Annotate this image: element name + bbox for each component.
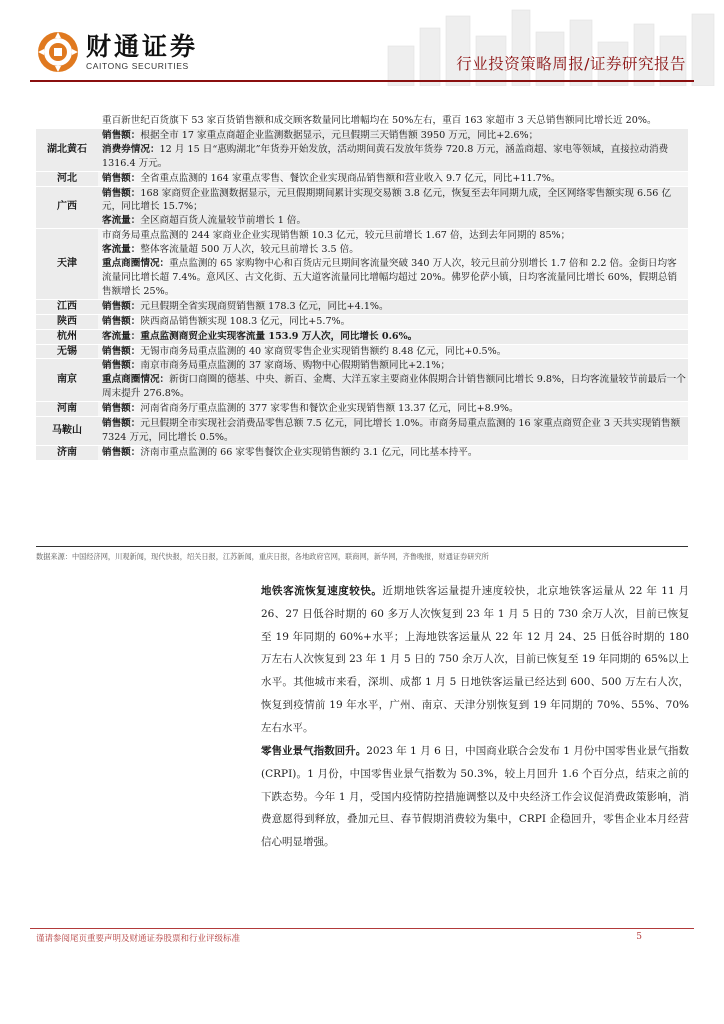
detail-text: 12 月 15 日“惠购湖北”年货券开始发放，活动期间黄石发放年货券 720.8 万元，涵盖商超、家电等领域，直接拉动消费 1316.4 万元。 — [102, 143, 669, 169]
paragraph-retail-index — [261, 740, 689, 854]
region-name: 南京 — [36, 359, 98, 402]
detail-label: 销售额： — [102, 129, 141, 141]
region-details — [98, 114, 688, 128]
table-bottom-rule — [36, 546, 688, 547]
detail-text: 元旦假期全市实现社会消费品零售总额 7.5 亿元，同比增长 1.0%。市商务局重点监测的 16 家重点商贸企业 3 天共实现销售额 7324 万元，同比增长 0.5%。 — [102, 418, 681, 443]
region-name — [36, 114, 98, 128]
detail-text: 重点监测商贸企业实现客流量 153.9 万人次，同比增长 0.6%。 — [140, 330, 418, 342]
logo-english-name: CAITONG SECURITIES — [86, 61, 189, 71]
region-details — [98, 128, 688, 171]
detail-line — [102, 330, 686, 344]
table-row — [36, 128, 688, 171]
region-name: 江西 — [36, 299, 98, 314]
detail-text: 无锡市商务局重点监测的 40 家商贸零售企业实现销售额约 8.48 亿元，同比+0.5%。 — [140, 345, 507, 357]
detail-text: 河南省商务厅重点监测的 377 家零售和餐饮企业实现销售额 13.37 亿元，同比+8.9%。 — [140, 403, 519, 415]
detail-line — [102, 172, 686, 186]
detail-text: 整体客流量超 500 万人次，较元旦前增长 3.5 倍。 — [140, 244, 359, 256]
table-row — [36, 417, 688, 446]
detail-label: 销售额： — [102, 360, 141, 372]
city-skyline-decoration — [380, 6, 724, 86]
table-row — [36, 445, 688, 460]
detail-text: 新街口商圈的德基、中央、新百、金鹰、大洋五家主要商业体假期合计销售额同比增长 9.8%，日均客流量较节前最后一个周末提升 276.8%。 — [102, 374, 686, 400]
detail-line — [102, 143, 686, 171]
region-name: 无锡 — [36, 344, 98, 359]
logo-chinese-name: 财通证券 — [86, 32, 199, 61]
detail-line — [102, 402, 686, 416]
page-number: 5 — [636, 932, 642, 942]
header-divider — [30, 80, 694, 82]
table-row — [36, 344, 688, 359]
detail-line — [102, 345, 686, 359]
detail-text: 重百新世纪百货旗下 53 家百货销售额和成交顾客数量同比增幅均在 50%左右，重百 163 家超市 3 天总销售额同比增长近 20%。 — [102, 115, 657, 126]
detail-label: 销售额： — [102, 418, 141, 430]
table-row — [36, 402, 688, 417]
detail-line — [102, 187, 686, 215]
detail-line — [102, 373, 686, 401]
table-row — [36, 229, 688, 300]
disclaimer-link[interactable]: 谨请参阅尾页重要声明及财通证券股票和行业评级标准 — [36, 934, 241, 944]
report-type-title: 行业投资策略周报/证券研究报告 — [456, 55, 686, 73]
detail-line — [102, 446, 686, 460]
detail-text: 168 家商贸企业监测数据显示，元旦假期期间累计实现交易额 3.8 亿元，恢复至去年同期九成，全区网络零售额实现 6.56 亿元，同比增长 15.7%； — [102, 187, 672, 213]
table-row — [36, 171, 688, 186]
regional-consumption-table — [36, 114, 688, 461]
detail-label: 消费券情况： — [102, 143, 160, 155]
table-row — [36, 186, 688, 229]
company-logo — [36, 30, 198, 74]
detail-line — [102, 129, 686, 143]
region-details — [98, 299, 688, 314]
detail-label: 销售额： — [102, 315, 141, 327]
detail-label: 客流量： — [102, 215, 141, 227]
detail-line — [102, 257, 686, 299]
detail-text: 市商务局重点监测的 244 家商业企业实现销售额 10.3 亿元，较元旦前增长 1.67 倍，达到去年同期的 85%； — [102, 230, 571, 242]
detail-text: 济南市重点监测的 66 家零售餐饮企业实现销售额约 3.1 亿元，同比基本持平。 — [140, 446, 478, 458]
region-name: 湖北黄石 — [36, 128, 98, 171]
region-name: 陕西 — [36, 314, 98, 329]
region-details — [98, 186, 688, 229]
region-name: 杭州 — [36, 329, 98, 344]
region-name: 河北 — [36, 171, 98, 186]
detail-line — [102, 300, 686, 314]
region-name: 天津 — [36, 229, 98, 300]
region-name: 河南 — [36, 402, 98, 417]
detail-text: 南京市商务局重点监测的 37 家商场、购物中心假期销售额同比+2.1%； — [140, 360, 451, 372]
detail-line — [102, 243, 686, 257]
detail-text: 根据全市 17 家重点商超企业监测数据显示，元旦假期三天销售额 3950 万元，同比+2.6%； — [140, 129, 539, 141]
data-source-note: 数据来源：中国经济网，川观新闻，现代快报，绍关日报，江苏新闻，重庆日报，各地政府官网，联商网，新华网，齐鲁晚报，财通证券研究所 — [36, 552, 489, 561]
region-name: 广西 — [36, 186, 98, 229]
detail-label: 重点商圈情况： — [102, 374, 170, 386]
detail-line — [102, 359, 686, 373]
detail-text: 全省重点监测的 164 家重点零售、餐饮企业实现商品销售额和营业收入 9.7 亿元，同比+11.7%。 — [140, 172, 561, 184]
region-details — [98, 417, 688, 446]
detail-line — [102, 417, 686, 445]
paragraph-lead: 零售业景气指数回升。 — [261, 745, 367, 757]
table-row — [36, 299, 688, 314]
page-header — [0, 0, 724, 90]
detail-label: 销售额： — [102, 187, 141, 199]
paragraph-text: 2023 年 1 月 6 日，中国商业联合会发布 1 月份中国零售业景气指数(CRPI)。1 月份，中国零售业景气指数为 50.3%，较上月回升 1.6 个百分点，结束之前的下跌态势。今年 1 月，受国内疫情防控措施调整以及中央经济工作会议促消费政策影响，消费意愿得到释放，叠加元旦、春节假期消费较为集中，CRPI 企稳回升，零售企业本月经营信心明显增强。 — [261, 745, 689, 849]
detail-label: 销售额： — [102, 172, 141, 184]
region-details — [98, 445, 688, 460]
detail-line — [102, 315, 686, 329]
table-row — [36, 329, 688, 344]
region-details — [98, 344, 688, 359]
region-name: 马鞍山 — [36, 417, 98, 446]
caitong-logo-icon — [36, 30, 80, 74]
paragraph-lead: 地铁客流恢复速度较快。 — [261, 585, 383, 597]
region-details — [98, 229, 688, 300]
region-details — [98, 359, 688, 402]
region-details — [98, 314, 688, 329]
detail-text: 陕西商品销售额实现 108.3 亿元，同比+5.7%。 — [140, 315, 351, 327]
detail-line — [102, 214, 686, 228]
region-details — [98, 329, 688, 344]
detail-label: 销售额： — [102, 300, 141, 312]
detail-label: 销售额： — [102, 446, 141, 458]
paragraph-text: 近期地铁客运量提升速度较快，北京地铁客运量从 22 年 11 月 26、27 日低谷时期的 60 多万人次恢复到 23 年 1 月 5 日的 730 余万人次，目前已恢复至 19 年同期的 60%+水平；上海地铁客运量从 22 年 12 月 24、25 日低谷时期的 180 万左右人次恢复到 23 年 1 月 5 日的 750 余万人次，目前已恢复至 19 年同期的 65%以上水平。其他城市来看，深圳、成都 1 月 5 日地铁客运量已经达到 600、500 万左右人次，恢复到疫情前 19 年水平，广州、南京、天津分别恢复到 19 年同期的 70%、55%、70%左右水平。 — [261, 585, 690, 734]
region-details — [98, 171, 688, 186]
region-name: 济南 — [36, 445, 98, 460]
detail-text: 元旦假期全省实现商贸销售额 178.3 亿元，同比+4.1%。 — [140, 300, 389, 312]
table-row — [36, 359, 688, 402]
detail-label: 重点商圈情况： — [102, 258, 170, 270]
detail-line — [102, 114, 686, 128]
detail-text: 全区商超百货人流量较节前增长 1 倍。 — [140, 215, 307, 227]
detail-label: 客流量： — [102, 244, 141, 256]
detail-text: 重点监测的 65 家购物中心和百货店元旦期间客流量突破 340 万人次，较元旦前分别增长 1.7 倍和 2.2 倍。金街日均客流量同比增长超 7.4%。意风区、古文化街、五大道客流量同比增幅均超过 20%。佛罗伦萨小镇，日均客流量同比增长 60%，假期总销售额增长 25%。 — [102, 258, 678, 297]
paragraph-subway-traffic — [261, 580, 689, 740]
footer-divider — [30, 928, 694, 929]
table-row — [36, 314, 688, 329]
region-details — [98, 402, 688, 417]
detail-line — [102, 229, 686, 243]
table-row — [36, 114, 688, 128]
detail-label: 客流量： — [102, 330, 141, 342]
detail-label: 销售额： — [102, 345, 141, 357]
detail-label: 销售额： — [102, 403, 141, 415]
